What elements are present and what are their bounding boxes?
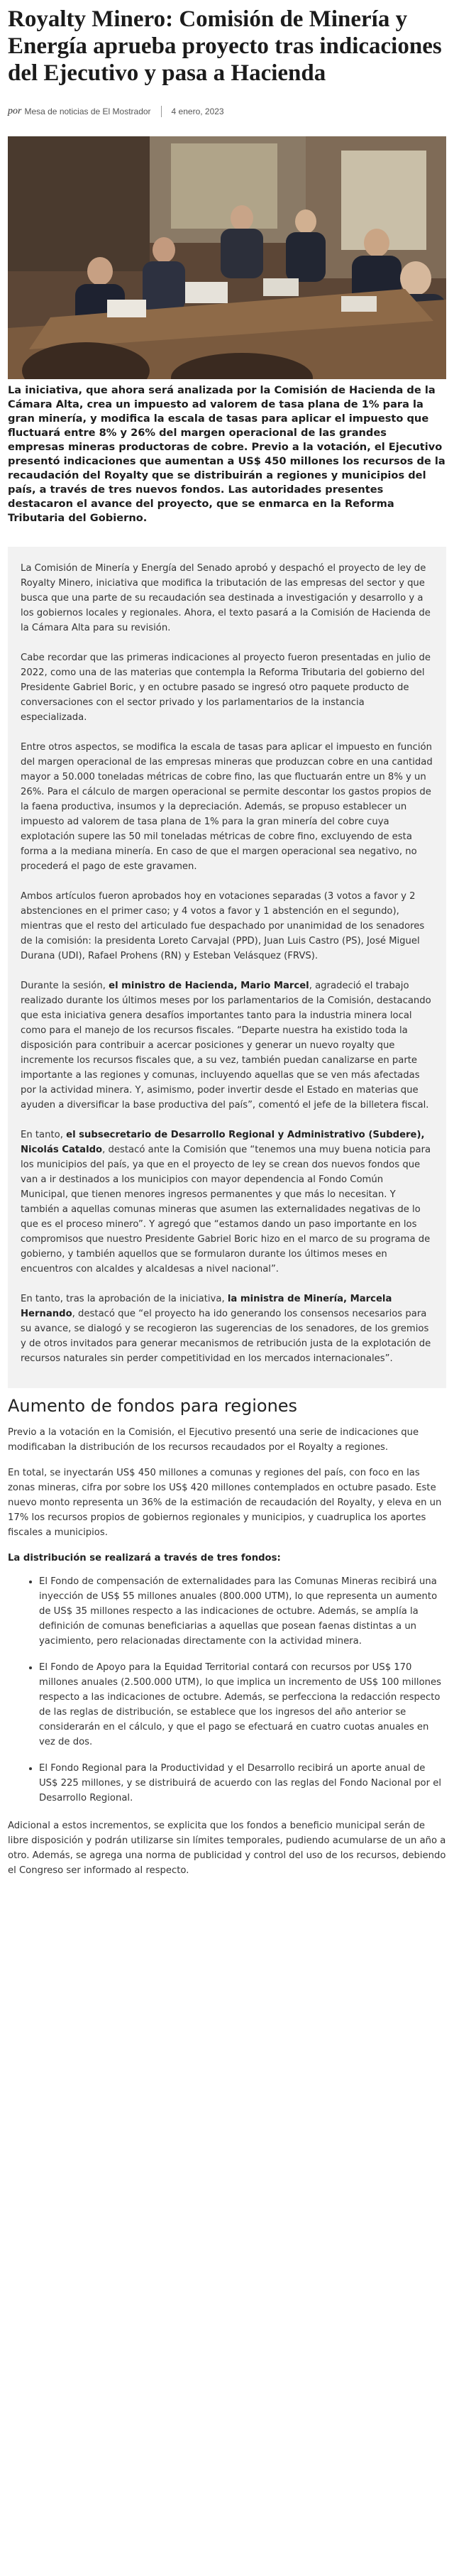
publish-date: 4 enero, 2023 (171, 107, 224, 116)
section-paragraph: Adicional a estos incrementos, se explicita que los fondos a beneficio municipal serán de libre disposición y podrán utilizarse sin límites temporales, pudiendo acumularse de un año a otro. Además, se agrega una norma de publicidad y control del uso de los recursos, debiendo el Congreso ser informado al respecto. (8, 1821, 446, 1876)
funds-intro: La distribución se realizará a través de tres fondos: (8, 1553, 281, 1563)
byline (8, 102, 446, 121)
speaker-name: la ministra de Minería, Marcela Hernando (21, 1294, 392, 1319)
author-link[interactable]: Mesa de noticias de El Mostrador (24, 107, 151, 116)
section-paragraph: Previo a la votación en la Comisión, el Ejecutivo presentó una serie de indicaciones que modificaban la distribución de los recursos recaudados por el Royalty a regiones. (8, 1427, 419, 1453)
text-run: En tanto, (21, 1130, 67, 1140)
text-run: Durante la sesión, (21, 981, 109, 991)
text-run: , destacó que “el proyecto ha ido generando los consensos necesarios para su avance, se dialogó y se recogieron las sugerencias de los senadores, de los gremios y de otros invitados para generar mecanismos de retribución justa de la explotación de recursos naturales sin perder competitividad en los mercados internacionales”. (21, 1309, 431, 1364)
article-title: Royalty Minero: Comisión de Minería y Energía aprueba proyecto tras indicaciones del Ejecutivo y pasa a Hacienda (8, 6, 442, 86)
article-body-box (8, 547, 446, 1388)
text-run: En tanto, tras la aprobación de la iniciativa, (21, 1294, 228, 1304)
speaker-name: el ministro de Hacienda, Mario Marcel (109, 981, 309, 991)
hero-photo (8, 136, 446, 379)
article-lead: La iniciativa, que ahora será analizada por la Comisión de Hacienda de la Cámara Alta, crea un impuesto ad valorem de tasa plana de 1% para la gran minería, y modifica la escala de tasas para aplicar el impuesto que fluctuará entre 8% y 26% del margen operacional de las grandes empresas mineras productoras de cobre. Previo a la votación, el Ejecutivo presentó indicaciones que aumentan a US$ 450 millones los recursos de la recaudación del Royalty que se distribuirán a regiones y municipios del país, a través de tres nuevos fondos. Las autoridades presentes destacaron el avance del proyecto, que se enmarca en la Reforma Tributaria del Gobierno. (8, 384, 445, 524)
byline-prefix: por (8, 106, 22, 116)
section-heading: Aumento de fondos para regiones (8, 1396, 298, 1416)
body-paragraph: Ambos artículos fueron aprobados hoy en votaciones separadas (3 votos a favor y 2 abstenciones en el primer caso; y 4 votos a favor y 1 abstención en el segundo), mientras que el resto del articulado fue despachado por unanimidad de los senadores de la comisión: la presidenta Loreto Carvajal (PPD), Juan Luis Castro (PS), José Miguel Durana (UDI), Rafael Prohens (RN) y Esteban Velásquez (FRVS). (21, 891, 425, 961)
body-paragraph: Cabe recordar que las primeras indicaciones al proyecto fueron presentadas en julio de 2022, como una de las materias que contempla la Reforma Tributaria del gobierno del Presidente Gabriel Boric, y en octubre pasado se ingresó otro paquete producto de conversaciones con el sector privado y los parlamentarios de la instancia especializada. (21, 653, 431, 723)
body-paragraph (21, 1128, 433, 1277)
speaker-name: el subsecretario de Desarrollo Regional y Administrativo (Subdere), Nicolás Cataldo (21, 1130, 425, 1155)
text-run: , destacó ante la Comisión que “tenemos una muy buena noticia para los municipios del país, ya que en el proyecto de ley se crean dos nuevos fondos que van a ir destinados a los municipios con mayor dependencia al Fondo Común Municipal, que tienen menores ingresos permanentes y que más lo necesitan. Y también a aquellas comunas mineras que asumen las externalidades negativas de lo que es el proceso minero”. Y agregó que “estamos dando un paso importante en los compromisos que nuestro Presidente Gabriel Boric hizo en el marco de su programa de gobierno, y también aquellos que se formularon durante los últimos meses en encuentros con alcaldes y alcaldesas a nivel nacional”. (21, 1145, 431, 1275)
list-item: • El Fondo Regional para la Productividad y el Desarrollo recibirá un aporte anual de US$ 225 millones, y se distribuirá de acuerdo con las reglas del Fondo Nacional por el Desarrollo Regional. (39, 1761, 446, 1806)
section-paragraph: En total, se inyectarán US$ 450 millones a comunas y regiones del país, con foco en las zonas mineras, cifra por sobre los US$ 420 millones contemplados en octubre pasado. Este nuevo monto representa un 36% de la estimación de recaudación del Royalty, y eleva en un 17% los recursos propios de gobiernos regionales y municipios, y cuadruplica los aportes fiscales a municipios. (8, 1468, 442, 1538)
list-item: • El Fondo de compensación de externalidades para las Comunas Mineras recibirá una inyección de US$ 55 millones anuales (800.000 UTM), lo que representa un aumento de US$ 35 millones respecto a las indicaciones de octubre. Además, se amplía la definición de comunas beneficiarias a aquellas que posean faenas distintas a un yacimiento, pero relacionadas directamente con la actividad minera. (39, 1574, 446, 1649)
body-paragraph: La Comisión de Minería y Energía del Senado aprobó y despachó el proyecto de ley de Royalty Minero, iniciativa que modifica la tributación de las empresas del sector y que busca que una parte de su recaudación sea destinada a investigación y desarrollo y a los gobiernos locales y regionales. Ahora, el texto pasará a la Comisión de Hacienda de la Cámara Alta para su revisión. (21, 563, 431, 633)
session-photo-illustration (8, 136, 446, 379)
funds-list (8, 1574, 446, 1806)
byline-divider (161, 106, 162, 117)
text-run: , agradeció el trabajo realizado durante los últimos meses por los parlamentarios de la Comisión, destacando que esta iniciativa genera desafíos importantes tanto para la industria minera local como para el manejo de los recursos fiscales. “Departe nuestra ha existido toda la disposición para contribuir a acercar posiciones y generar un nuevo royalty que incremente los recursos fiscales que, a su vez, también puedan canalizarse en parte importante a las regiones y comunas, incluyendo aquellas que se ven más afectadas por la actividad minera. Y, asimismo, poder invertir desde el Estado en materias que ayuden a diversificar la base productiva del país”, comentó el jefe de la billetera fiscal. (21, 981, 431, 1110)
body-paragraph (21, 1292, 433, 1366)
list-item: • El Fondo de Apoyo para la Equidad Territorial contará con recursos por US$ 170 millones anuales (2.500.000 UTM), lo que implica un incremento de US$ 100 millones respecto a las indicaciones de octubre. Además, se perfecciona la redacción respecto de las reglas de distribución, se establece que los ingresos del año anterior se considerarán en el cálculo, y que el pago se efectuará en cuatro cuotas anuales en vez de dos. (39, 1660, 446, 1750)
body-paragraph: Entre otros aspectos, se modifica la escala de tasas para aplicar el impuesto en función del margen operacional de las empresas mineras que produzcan cobre en una cantidad mayor a 50.000 toneladas métricas de cobre fino, las que fluctuarán entre un 8% y un 26%. Para el cálculo de margen operacional se permite descontar los gastos propios de la faena productiva, insumos y la depreciación. Además, se propuso establecer un impuesto ad valorem de tasa plana de 1% para la gran minería del cobre cuya explotación supere las 50 mil toneladas métricas de cobre fino, excluyendo de esta forma a la mediana minería. En caso de que el margen operacional sea negativo, no procederá el pago de este gravamen. (21, 742, 433, 872)
body-paragraph (21, 978, 433, 1113)
